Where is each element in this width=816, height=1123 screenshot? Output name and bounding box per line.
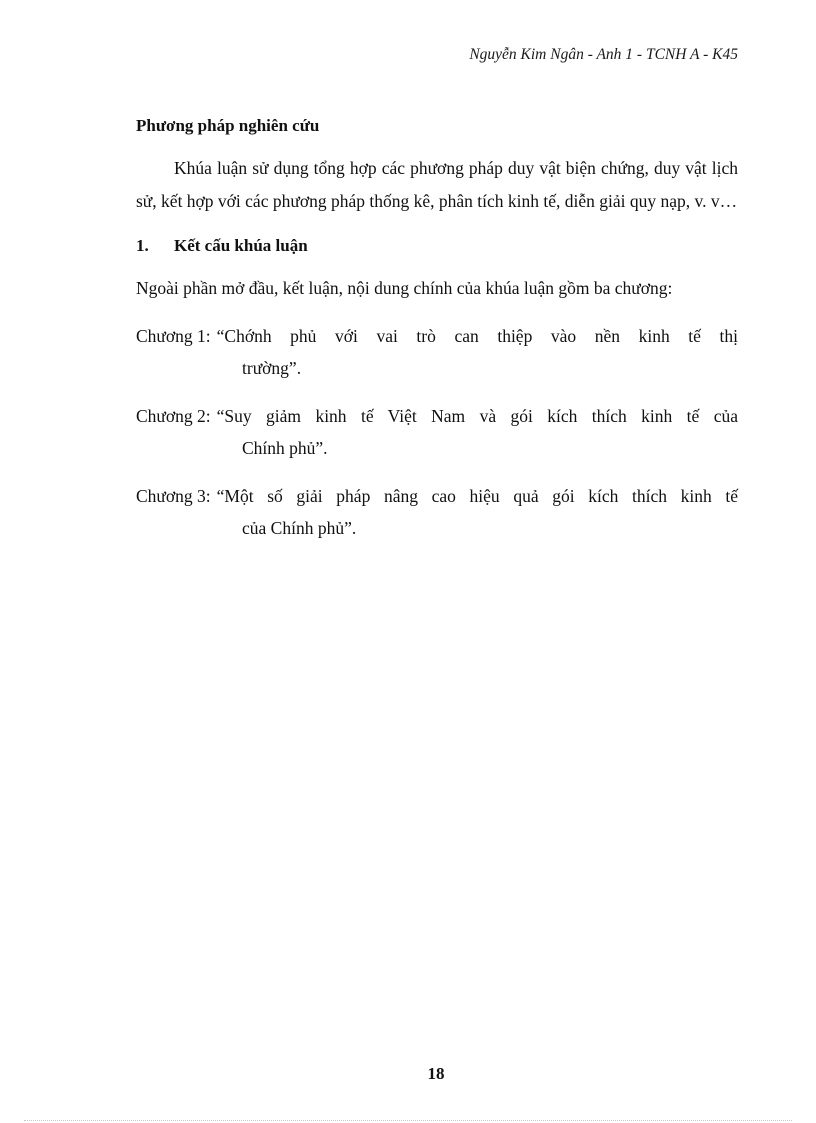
chapter-title-line2: Chính phủ”.	[242, 438, 328, 458]
section-title: Kết cấu khúa luận	[174, 236, 308, 255]
running-header: Nguyễn Kim Ngân - Anh 1 - TCNH A - K45	[469, 46, 738, 63]
chapter-title-line1: “Suy giảm kinh tế Việt Nam và gói kích thích kinh tế của	[216, 406, 738, 426]
chapter-label: Chương 1:	[136, 326, 211, 346]
page-content	[136, 114, 738, 544]
section-heading-structure	[136, 234, 738, 258]
chapter-item	[136, 480, 738, 544]
chapter-item	[136, 320, 738, 384]
structure-intro-paragraph: Ngoài phần mở đầu, kết luận, nội dung chính của khúa luận gồm ba chương:	[136, 278, 673, 298]
page-number: 18	[427, 1064, 445, 1083]
chapter-title-line2: trường”.	[242, 358, 302, 378]
chapter-title-line2: của Chính phủ”.	[242, 518, 357, 538]
chapter-title-line1: “Một số giải pháp nâng cao hiệu quả gói kích thích kinh tế	[216, 486, 738, 506]
method-paragraph: Khúa luận sử dụng tổng hợp các phương pháp duy vật biện chứng, duy vật lịch sử, kết hợp với các phương pháp thống kê, phân tích kinh tế, diễn giải quy nạp, v. v…	[136, 158, 738, 211]
chapter-title-line1: “Chớnh phủ với vai trò can thiệp vào nền kinh tế thị	[216, 326, 738, 346]
chapter-item	[136, 400, 738, 464]
page-bottom-divider	[24, 1120, 792, 1121]
chapter-label: Chương 3:	[136, 486, 211, 506]
chapter-label: Chương 2:	[136, 406, 211, 426]
section-heading-method: Phương pháp nghiên cứu	[136, 116, 320, 135]
section-number: 1.	[136, 236, 149, 255]
